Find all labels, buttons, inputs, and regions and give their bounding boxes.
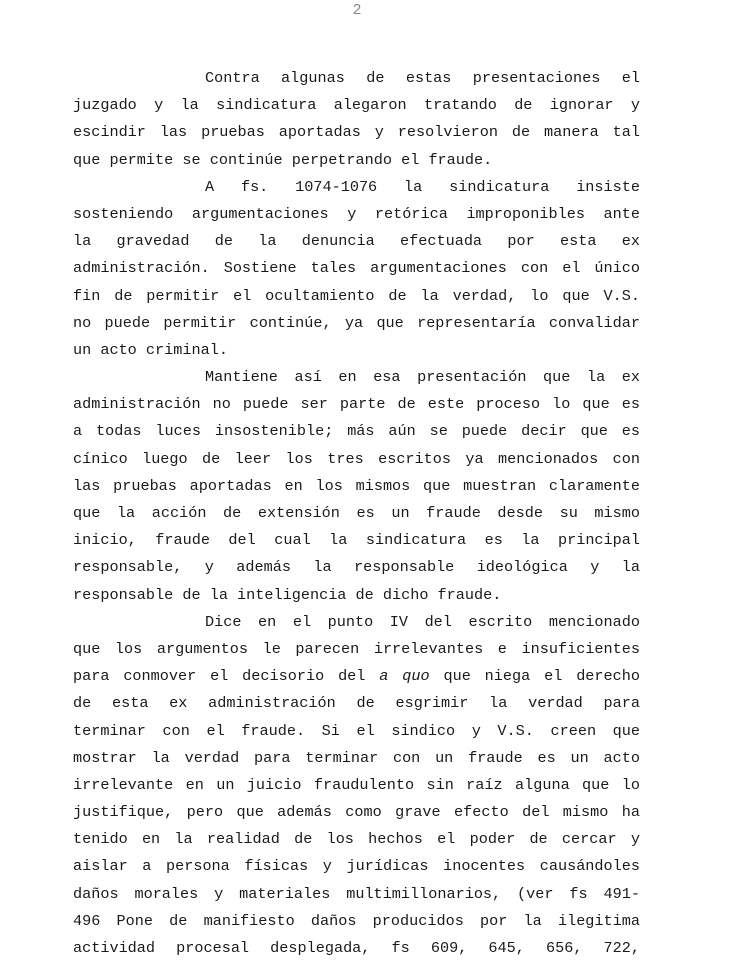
text-line: Mantiene así en esa presentación que la ex xyxy=(205,368,640,387)
text-line: A fs. 1074-1076 la sindicatura insiste xyxy=(205,177,640,196)
text-line: responsable de la inteligencia de dicho fraude. xyxy=(73,585,502,604)
document-body xyxy=(73,65,640,962)
text-line: escindir las pruebas aportadas y resolvieron de manera tal xyxy=(73,123,640,142)
text-line: fin de permitir el ocultamiento de la verdad, lo que V.S. xyxy=(73,286,640,305)
text-line: a todas luces insostenible; más aún se puede decir que es xyxy=(73,422,640,441)
text-line: terminar con el fraude. Si el sindico y V.S. creen que xyxy=(73,721,640,740)
text-line: inicio, fraude del cual la sindicatura es la principal xyxy=(73,531,640,550)
text-line: juzgado y la sindicatura alegaron tratando de ignorar y xyxy=(73,96,640,115)
text-line: de esta ex administración de esgrimir la verdad para xyxy=(73,694,640,713)
text-line: la gravedad de la denuncia efectuada por esta ex xyxy=(73,232,640,251)
text-line: las pruebas aportadas en los mismos que muestran claramente xyxy=(73,476,640,495)
text-line: un acto criminal. xyxy=(73,340,228,359)
text-line: responsable, y además la responsable ideológica y la xyxy=(73,558,640,577)
text-line: cínico luego de leer los tres escritos ya mencionados con xyxy=(73,449,640,468)
text-line: administración no puede ser parte de este proceso lo que es xyxy=(73,395,640,414)
text-line-with-italic xyxy=(73,663,640,690)
text-line: Contra algunas de estas presentaciones el xyxy=(205,69,640,87)
text-line: daños morales y materiales multimillonarios, (ver fs 491- xyxy=(73,884,640,903)
page-number: 2 xyxy=(352,2,362,19)
paragraph-2 xyxy=(73,174,640,364)
text-line: Dice en el punto IV del escrito mencionado xyxy=(205,612,640,631)
text-line: que permite se continúe perpetrando el fraude. xyxy=(73,150,493,169)
italic-phrase: a quo xyxy=(379,667,430,686)
text-segment: que niega el derecho xyxy=(429,667,640,686)
text-line: aislar a persona físicas y jurídicas inocentes causándoles xyxy=(73,857,640,876)
text-line: tenido en la realidad de los hechos el poder de cercar y xyxy=(73,830,640,849)
text-line: que los argumentos le parecen irrelevantes e insuficientes xyxy=(73,639,640,658)
paragraph-4 xyxy=(73,609,640,962)
text-segment: para conmover el decisorio del xyxy=(73,667,380,686)
text-line: actividad procesal desplegada, fs 609, 645, 656, 722, xyxy=(73,939,640,957)
text-line: 496 Pone de manifiesto daños producidos por la ilegitima xyxy=(73,911,640,930)
paragraph-3 xyxy=(73,364,640,609)
text-line: que la acción de extensión es un fraude desde su mismo xyxy=(73,504,640,522)
paragraph-1 xyxy=(73,65,640,174)
text-line: justifique, pero que además como grave efecto del mismo ha xyxy=(73,803,640,822)
text-line: irrelevante en un juicio fraudulento sin raíz alguna que lo xyxy=(73,775,640,794)
text-line: no puede permitir continúe, ya que representaría convalidar xyxy=(73,313,640,332)
text-line: sosteniendo argumentaciones y retórica improponibles ante xyxy=(73,204,640,223)
text-line: mostrar la verdad para terminar con un fraude es un acto xyxy=(73,748,640,767)
text-line: administración. Sostiene tales argumentaciones con el único xyxy=(73,259,640,278)
